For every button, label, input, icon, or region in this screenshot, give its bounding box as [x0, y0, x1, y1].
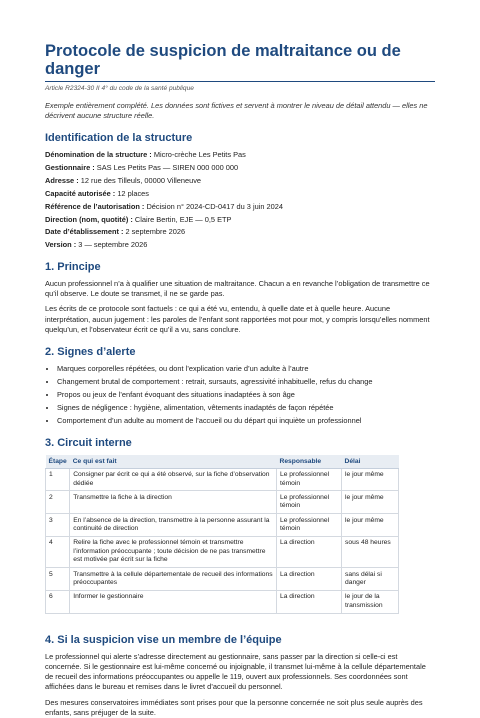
principe-section	[45, 261, 435, 335]
identification-row	[45, 240, 435, 250]
table-cell: sous 48 heures	[342, 536, 399, 567]
principe-paragraph: Les écrits de ce protocole sont factuels : ce qui a été vu, entendu, à quelle date et à quelle heure. Aucune interprétation, aucun jugement : les paroles de l’enfant sont rapportées mot pour mot, y compris lorsqu’elles nomment quelqu’un, et l’observateur écrit ce qu’il a vu, sans conclure.	[45, 304, 430, 334]
column-header: Étape	[46, 455, 70, 469]
table-cell: 5	[46, 568, 70, 591]
identification-label: Capacité autorisée :	[45, 188, 116, 198]
table-cell: 2	[46, 491, 70, 514]
table-row	[46, 468, 399, 491]
table-cell: Transmettre à la cellule départementale de recueil des informations préoccupantes	[70, 568, 277, 591]
identification-row	[45, 227, 435, 237]
table-row	[46, 590, 399, 613]
identification-row	[45, 215, 435, 225]
table-cell: En l’absence de la direction, transmettre à la personne assurant la continuité de direction	[70, 514, 277, 537]
identification-value: 12 rue des Tilleuls, 00000 Villeneuve	[80, 176, 201, 186]
identification-section	[45, 132, 435, 250]
table-cell: Transmettre la fiche à la direction	[70, 491, 277, 514]
identification-row	[45, 163, 435, 173]
table-row	[46, 514, 399, 537]
identification-label: Référence de l’autorisation :	[45, 201, 145, 211]
identification-label: Gestionnaire :	[45, 163, 95, 173]
identification-list	[45, 150, 435, 249]
identification-row	[45, 150, 435, 160]
identification-value: Micro-crèche Les Petits Pas	[153, 150, 246, 160]
list-item: • Propos ou jeux de l’enfant évoquant des situations inadaptées à son âge	[57, 390, 435, 400]
circuit-heading: 3. Circuit interne	[45, 436, 132, 449]
identification-label: Version :	[45, 240, 77, 250]
list-item: • Changement brutal de comportement : retrait, sursauts, agressivité inhabituelle, refus du change	[57, 377, 435, 387]
table-cell: 6	[46, 590, 70, 613]
table-row	[46, 536, 399, 567]
membre-paragraph: Le professionnel qui alerte s’adresse directement au gestionnaire, sans passer par la direction si celle-ci est concernée. Si le gestionnaire est lui-même concerné ou injoignable, il transmet lui-même à la cellule départementale de recueil des informations préoccupantes ou appelle le 119, ouvert aux professionnels. Ses coordonnées sont affichées dans le bureau et remises dans le livret d’accueil du personnel.	[45, 651, 426, 692]
disclaimer-note: Exemple entièrement complété. Les données sont fictives et servent à montrer le niveau de détail attendu — elles ne décrivent aucune structure réelle.	[45, 101, 428, 121]
table-cell: Consigner par écrit ce qui a été observé, sur la fiche d’observation dédiée	[70, 468, 277, 491]
identification-value: Décision n° 2024-CD-0417 du 3 juin 2024	[146, 201, 283, 211]
circuit-section	[45, 437, 435, 614]
table-cell: le jour même	[342, 491, 399, 514]
signes-heading: 2. Signes d’alerte	[45, 346, 136, 359]
identification-label: Date d’établissement :	[45, 227, 124, 237]
table-row	[46, 491, 399, 514]
identification-value: 3 — septembre 2026	[78, 240, 148, 250]
identification-value: Claire Bertin, EJE — 0,5 ETP	[134, 214, 232, 224]
table-cell: le jour même	[342, 468, 399, 491]
membre-paragraph: Des mesures conservatoires immédiates sont prises pour que la personne concernée ne soit plus seule auprès des enfants, sans préjuger de la suite.	[45, 697, 423, 717]
table-cell: La direction	[277, 536, 342, 567]
table-cell: Le professionnel témoin	[277, 514, 342, 537]
membre-section	[45, 634, 435, 718]
document-subtitle: Article R2324-30 II 4° du code de la santé publique	[45, 85, 194, 93]
table-cell: Relire la fiche avec le professionnel témoin et transmettre l’information préoccupante ; toute décision de ne pas transmettre est motivée par écrit sur la fiche	[70, 536, 277, 567]
table-cell: Le professionnel témoin	[277, 468, 342, 491]
document-title: Protocole de suspicion de maltraitance ou de danger	[45, 42, 435, 82]
table-cell: Informer le gestionnaire	[70, 590, 277, 613]
membre-heading: 4. Si la suspicion vise un membre de l’équipe	[45, 633, 282, 646]
table-cell: 4	[46, 536, 70, 567]
signes-list	[45, 364, 435, 425]
identification-value: SAS Les Petits Pas — SIREN 000 000 000	[96, 163, 239, 173]
column-header: Responsable	[277, 455, 342, 469]
table-cell: La direction	[277, 590, 342, 613]
identification-row	[45, 202, 435, 212]
list-item: • Comportement d’un adulte au moment de l’accueil ou du départ qui inquiète un professionnel	[57, 416, 435, 426]
identification-row	[45, 189, 435, 199]
signes-section	[45, 346, 435, 426]
table-cell: 1	[46, 468, 70, 491]
identification-value: 12 places	[117, 188, 149, 198]
column-header: Ce qui est fait	[70, 455, 277, 469]
table-cell: le jour de la transmission	[342, 590, 399, 613]
identification-label: Adresse :	[45, 176, 79, 186]
table-header-row	[46, 455, 399, 469]
list-item: • Signes de négligence : hygiène, alimentation, vêtements inadaptés de façon répétée	[57, 403, 435, 413]
table-cell: La direction	[277, 568, 342, 591]
table-cell: 3	[46, 514, 70, 537]
identification-value: 2 septembre 2026	[125, 227, 186, 237]
identification-heading: Identification de la structure	[45, 132, 193, 145]
identification-row	[45, 176, 435, 186]
identification-label: Direction (nom, quotité) :	[45, 214, 133, 224]
principe-paragraph: Aucun professionnel n’a à qualifier une situation de maltraitance. Chacun a en revanche l’obligation de transmettre ce qu’il observe. Le doute se transmet, il ne se garde pas.	[45, 278, 430, 299]
list-item: • Marques corporelles répétées, ou dont l’explication varie d’un adulte à l’autre	[57, 364, 435, 374]
table-cell: sans délai si danger	[342, 568, 399, 591]
principe-heading: 1. Principe	[45, 260, 101, 273]
circuit-table	[45, 455, 399, 614]
column-header: Délai	[342, 455, 399, 469]
table-row	[46, 568, 399, 591]
table-cell: Le professionnel témoin	[277, 491, 342, 514]
identification-label: Dénomination de la structure :	[45, 150, 152, 160]
table-cell: le jour même	[342, 514, 399, 537]
